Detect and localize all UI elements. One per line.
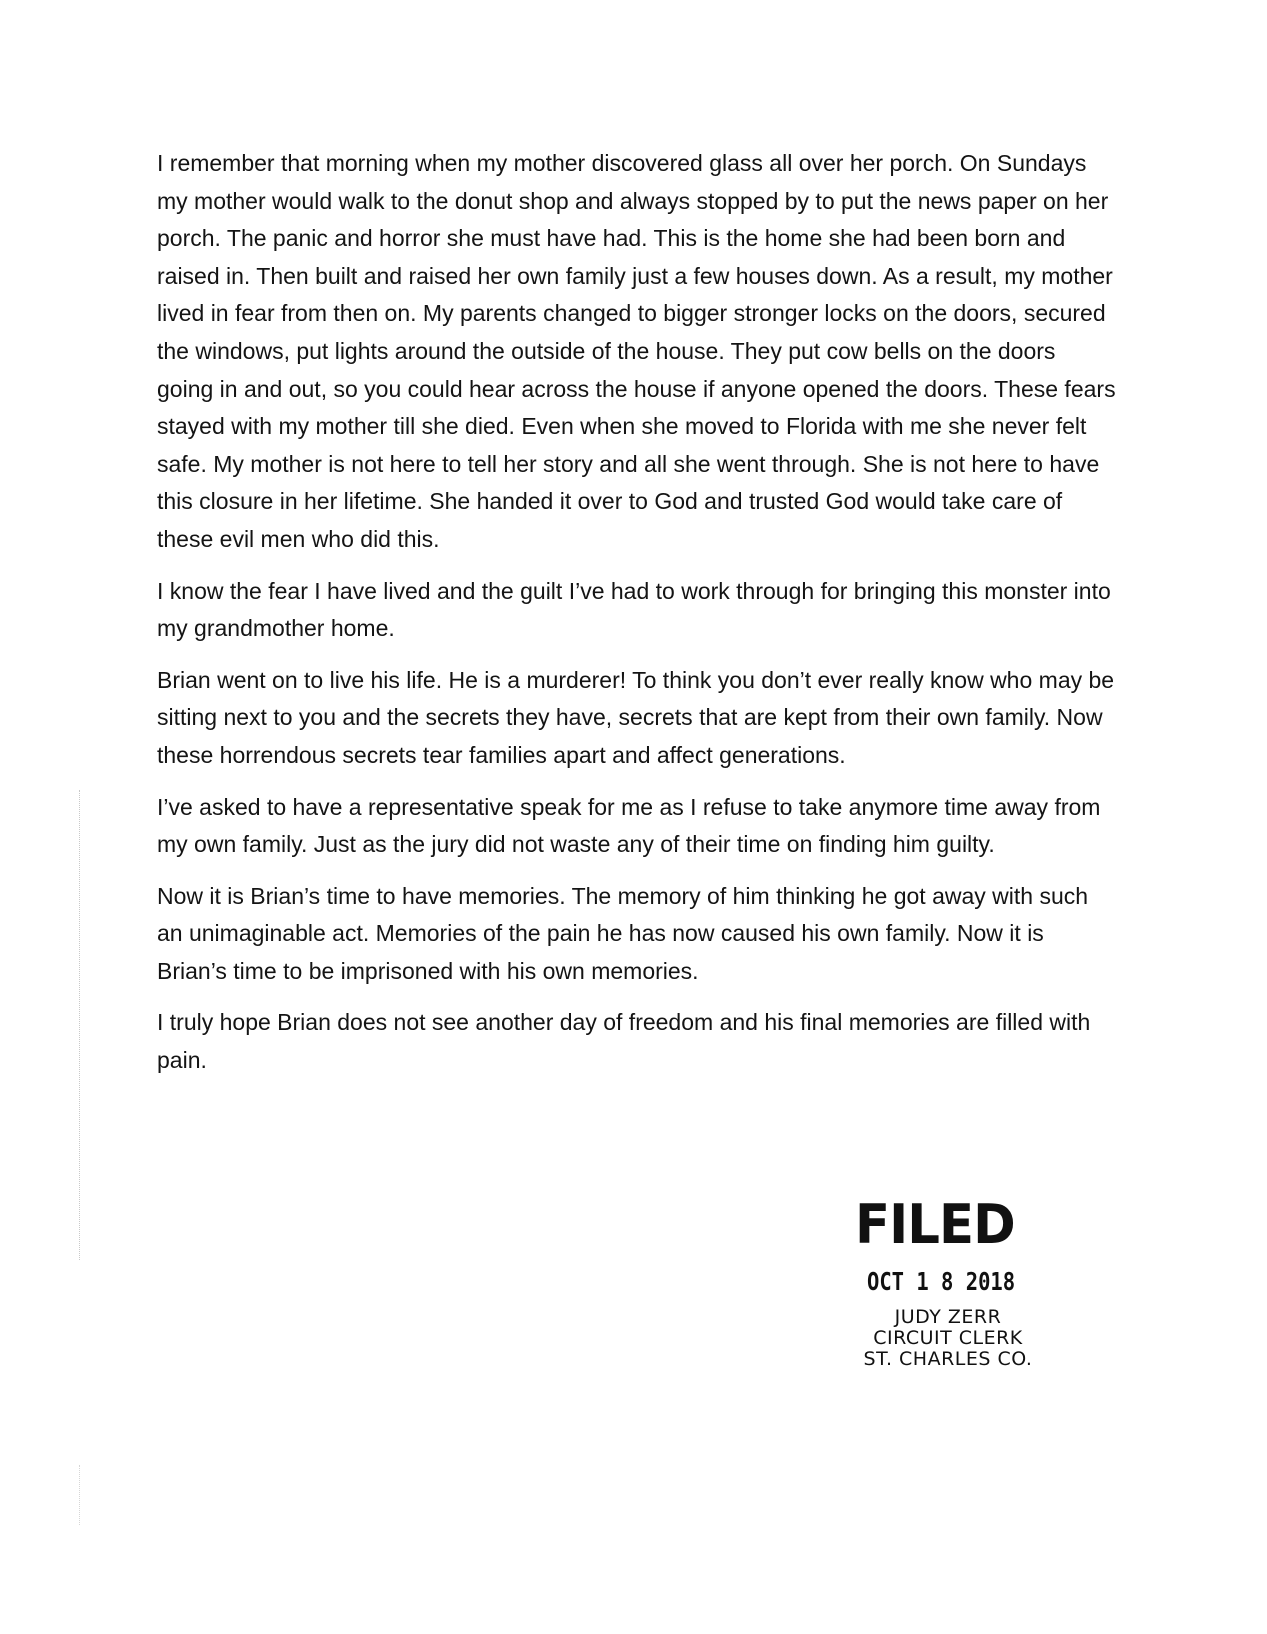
paragraph: Brian went on to live his life. He is a murderer! To think you don’t ever really know who may be sitting next to you and the secrets they have, secrets that are kept from their own family. Now these horrendous secrets tear families apart and affect generations. (157, 666, 1115, 768)
paragraph: I truly hope Brian does not see another day of freedom and his final memories are filled with pain. (157, 1009, 1091, 1074)
stamp-date: OCT 1 8 2018 (867, 1267, 1016, 1296)
stamp-clerk-name: JUDY ZERR (894, 1306, 1002, 1328)
scan-edge-mark (79, 1465, 81, 1525)
scan-edge-mark (79, 790, 81, 1260)
stamp-status: FILED (855, 1193, 1015, 1256)
paragraph: I remember that morning when my mother discovered glass all over her porch. On Sundays my mother would walk to the donut shop and always stopped by to put the news paper on her porch. The panic and horror she must have had. This is the home she had been born and raised in. Then built and raised her own family just a few houses down. As a result, my mother lived in fear from then on. My parents changed to bigger stronger locks on the doors, secured the windows, put lights around the outside of the house. They put cow bells on the doors going in and out, so you could hear across the house if anyone opened the doors. These fears stayed with my mother till she died. Even when she moved to Florida with me she never felt safe. My mother is not here to tell her story and all she went through. She is not here to have this closure in her lifetime. She handed it over to God and trusted God would take care of these evil men who did this. (157, 150, 1116, 552)
paragraph: Now it is Brian’s time to have memories. The memory of him thinking he got away with such an unimaginable act. Memories of the pain he has now caused his own family. Now it is Brian’s time to be imprisoned with his own memories. (157, 882, 1089, 984)
stamp-clerk-title: CIRCUIT CLERK (873, 1327, 1023, 1349)
filed-stamp (850, 1195, 1050, 1370)
paragraph: I know the fear I have lived and the guilt I’ve had to work through for bringing this monster into my grandmother home. (157, 577, 1111, 642)
paragraph: I’ve asked to have a representative speak for me as I refuse to take anymore time away from my own family. Just as the jury did not waste any of their time on finding him guilty. (157, 793, 1101, 858)
statement-body (157, 145, 1117, 1094)
stamp-clerk-block (858, 1307, 1038, 1370)
stamp-county: ST. CHARLES CO. (863, 1348, 1033, 1370)
